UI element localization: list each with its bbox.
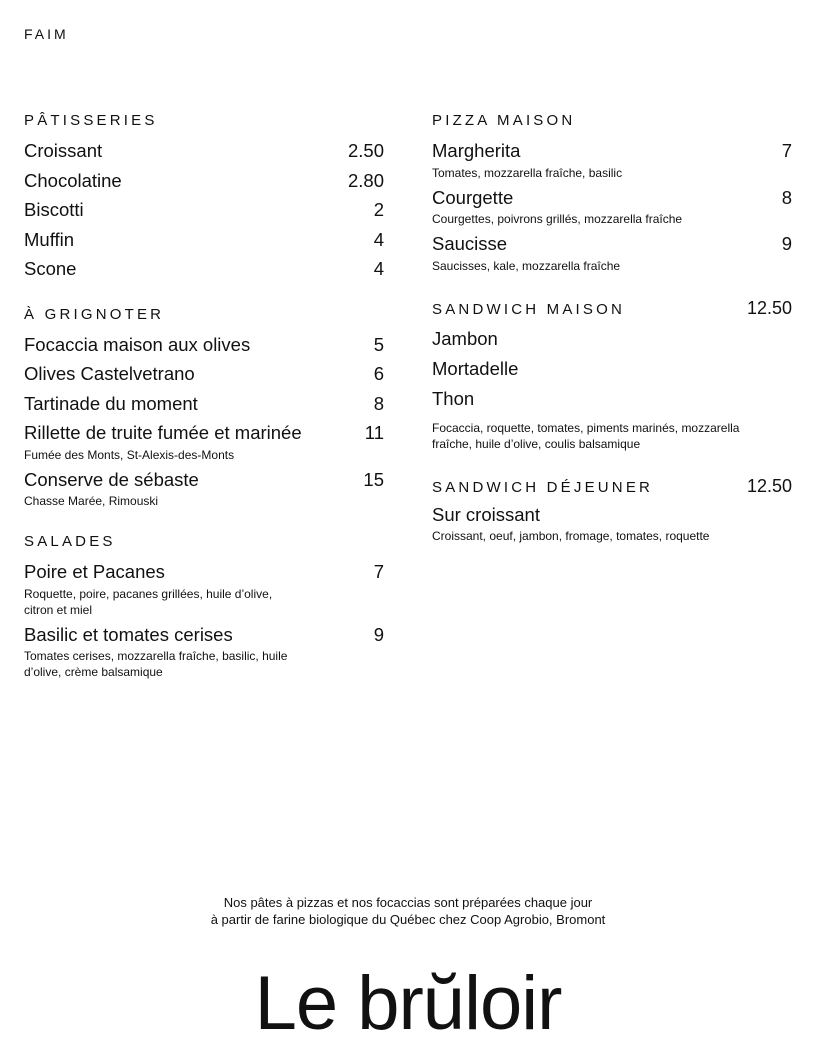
section-title	[432, 476, 792, 496]
footer-line: Nos pâtes à pizzas et nos focaccias sont préparées chaque jour	[223, 895, 593, 910]
section-pizza	[432, 112, 792, 274]
section-grignoter	[24, 306, 384, 510]
menu-item	[24, 168, 384, 194]
menu-item	[24, 256, 384, 282]
brand-logo: Le brŭloir	[254, 961, 562, 1046]
item-description: Tomates, mozzarella fraîche, basilic	[432, 165, 623, 180]
item-name: Margherita	[432, 140, 521, 161]
item-description: Fumée des Monts, St-Alexis-des-Monts	[24, 447, 235, 462]
menu-item	[24, 332, 384, 358]
section-patisseries	[24, 112, 384, 282]
item-price: 9	[373, 623, 384, 645]
item-price: 7	[373, 561, 384, 582]
item-price: 4	[373, 258, 384, 279]
section-title-text: À GRIGNOTER	[24, 305, 165, 323]
item-price: 7	[781, 140, 792, 161]
menu-item	[24, 197, 384, 223]
section-title-text: SANDWICH DÉJEUNER	[432, 478, 654, 496]
item-price: 2.50	[347, 140, 384, 161]
section-description: Focaccia, roquette, tomates, piments marinés, mozzarella fraîche, huile d’olive, coulis balsamique	[432, 420, 740, 451]
item-description: Croissant, oeuf, jambon, fromage, tomates, roquette	[432, 529, 710, 543]
section-price: 12.50	[746, 297, 792, 318]
menu-item: Thon	[432, 387, 475, 409]
menu-item	[432, 138, 792, 181]
item-name: Muffin	[24, 228, 75, 250]
menu-item	[24, 467, 384, 510]
item-name: Focaccia maison aux olives	[24, 333, 251, 355]
item-description: Courgettes, poivrons grillés, mozzarella fraîche	[432, 212, 683, 226]
item-name: Basilic et tomates cerises	[24, 623, 233, 645]
menu-item	[24, 559, 384, 618]
item-description: Saucisses, kale, mozzarella fraîche	[432, 258, 621, 273]
menu-item	[432, 185, 792, 228]
item-price: 6	[373, 363, 384, 384]
section-sandwich-dejeuner	[432, 476, 792, 545]
menu-item	[432, 231, 792, 274]
section-salades	[24, 533, 384, 680]
footer-line: à partir de farine biologique du Québec chez Coop Agrobio, Bromont	[210, 912, 606, 927]
item-description: Roquette, poire, pacanes grillées, huile d’olive, citron et miel	[24, 586, 273, 617]
menu-item	[24, 622, 384, 681]
item-name: Sur croissant	[432, 503, 540, 525]
section-sandwich-maison	[432, 298, 792, 452]
section-title-text: SALADES	[24, 533, 116, 550]
item-price: 15	[363, 468, 384, 490]
section-title	[432, 112, 792, 132]
section-title-text: PIZZA MAISON	[432, 112, 576, 129]
menu-item	[24, 227, 384, 253]
item-name: Tartinade du moment	[24, 392, 198, 414]
item-price: 2	[373, 199, 384, 220]
right-column	[432, 112, 792, 568]
item-name: Saucisse	[432, 233, 508, 254]
item-price: 8	[781, 186, 792, 208]
item-price: 4	[373, 228, 384, 250]
menu-item	[432, 502, 792, 545]
section-title-text: SANDWICH MAISON	[432, 300, 626, 318]
item-name: Olives Castelvetrano	[24, 363, 195, 384]
menu-item	[24, 391, 384, 417]
left-column	[24, 112, 384, 704]
menu-item: Mortadelle	[432, 357, 519, 379]
item-price: 11	[364, 422, 384, 443]
item-name: Conserve de sébaste	[24, 468, 199, 490]
section-title	[24, 533, 384, 553]
item-name: Croissant	[24, 140, 103, 161]
section-title	[24, 306, 384, 326]
item-name: Rillette de truite fumée et marinée	[24, 422, 302, 443]
menu-item	[24, 138, 384, 164]
section-price: 12.50	[746, 475, 792, 496]
item-price: 2.80	[347, 169, 384, 191]
item-name: Chocolatine	[24, 169, 122, 191]
item-name: Poire et Pacanes	[24, 561, 165, 582]
item-description: Tomates cerises, mozzarella fraîche, basilic, huile d’olive, crème balsamique	[24, 649, 288, 679]
menu-item	[24, 420, 384, 463]
item-price: 5	[373, 333, 384, 355]
item-price: 8	[373, 392, 384, 414]
menu-item: Jambon	[432, 327, 498, 349]
item-name: Scone	[24, 258, 77, 279]
menu-item	[24, 361, 384, 387]
page-label: FAIM	[24, 26, 69, 42]
item-name: Biscotti	[24, 199, 84, 220]
item-price: 9	[781, 233, 792, 254]
section-title	[432, 298, 792, 318]
item-description: Chasse Marée, Rimouski	[24, 494, 159, 508]
item-name: Courgette	[432, 186, 514, 208]
section-title-text: PÂTISSERIES	[24, 112, 158, 129]
section-title	[24, 112, 384, 132]
footer-note	[0, 894, 816, 928]
